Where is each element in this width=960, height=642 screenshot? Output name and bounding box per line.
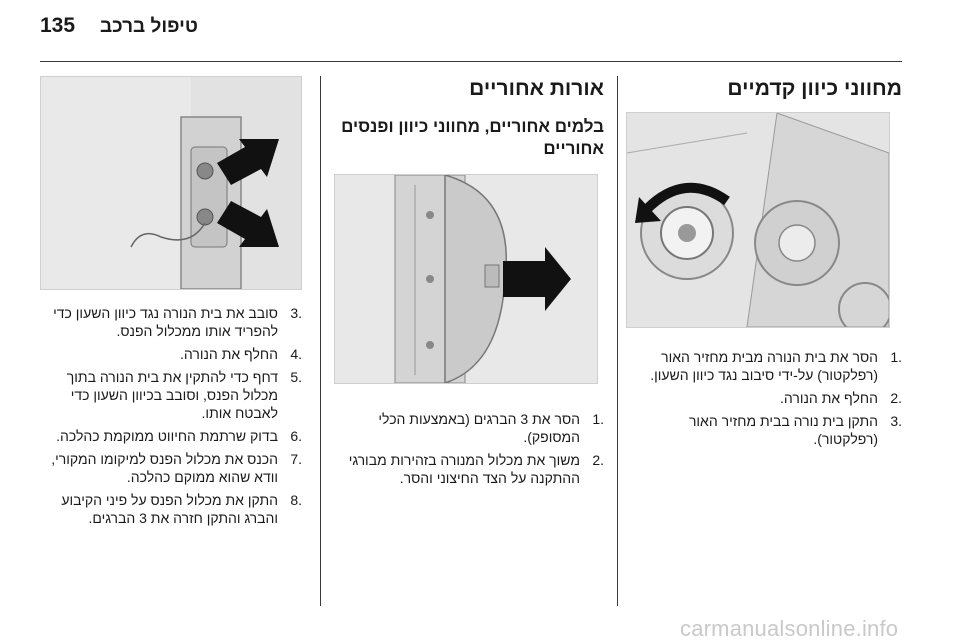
list-item: .7 הכנס את מכלול הפנס למיקומו המקורי, וודא שהוא ממוקם כהלכה. <box>51 451 302 485</box>
section-heading-rear-lights: אורות אחוריים <box>469 77 604 100</box>
column-divider <box>320 76 321 606</box>
figure-rear-lamp <box>334 174 598 384</box>
header-rule <box>40 61 902 62</box>
figure-front-indicator <box>626 112 890 328</box>
headlamp-bulb-rotate-icon <box>627 113 889 327</box>
rear-lamp-steps <box>332 410 604 487</box>
list-item: .8 התקן את מכלול הפנס על פיני הקיבוע והברג והתקן חזרה את 3 הברגים. <box>61 492 302 526</box>
column-divider <box>617 76 618 606</box>
bulb-holder-arrows-icon <box>41 77 301 289</box>
list-item: .2 החלף את הנורה. <box>780 390 902 406</box>
column-front-indicators <box>628 76 902 453</box>
figure-bulb-holder <box>40 76 302 290</box>
list-item: .3 סובב את בית הנורה נגד כיוון השעון כדי להפריד אותו ממכלול הפנס. <box>53 305 302 339</box>
page-number: 135 <box>40 14 76 37</box>
list-item: .5 דחף כדי להתקין את בית הנורה בתוך מכלול הפנס, וסובב בכיוון השעון כדי לאבטח אותו. <box>66 369 302 421</box>
list-item: .1 הסר את בית הנורה מבית מחזיר האור (רפלקטור) על-ידי סיבוב נגד כיוון השעון. <box>650 349 902 383</box>
footer-watermark: carmanualsonline.info <box>680 616 899 641</box>
bulb-holder-steps <box>40 304 302 527</box>
list-item: .1 הסר את 3 הברגים (באמצעות הכלי המסופק). <box>378 411 604 445</box>
list-item: .2 משוך את מכלול המנורה בזהירות מבורגי ההתקנה על הצד החיצוני והסר. <box>348 452 604 486</box>
running-title: טיפול ברכב <box>100 16 198 37</box>
rear-lamp-pull-out-icon <box>335 175 597 383</box>
column-bulb-holder <box>40 76 302 532</box>
front-indicator-steps <box>628 348 902 448</box>
section-heading-front-indicators: מחווני כיוון קדמיים <box>727 77 902 100</box>
list-item: .4 החלף את הנורה. <box>180 346 302 362</box>
list-item: .3 התקן בית נורה בבית מחזיר האור (רפלקטור). <box>688 413 902 447</box>
subheading-rear-lamps: בלמים אחוריים, מחווני כיוון ופנסים אחוריים <box>341 117 604 158</box>
column-rear-lights <box>332 76 604 492</box>
list-item: .6 בדוק שרתמת החיווט ממוקמת כהלכה. <box>56 428 302 444</box>
